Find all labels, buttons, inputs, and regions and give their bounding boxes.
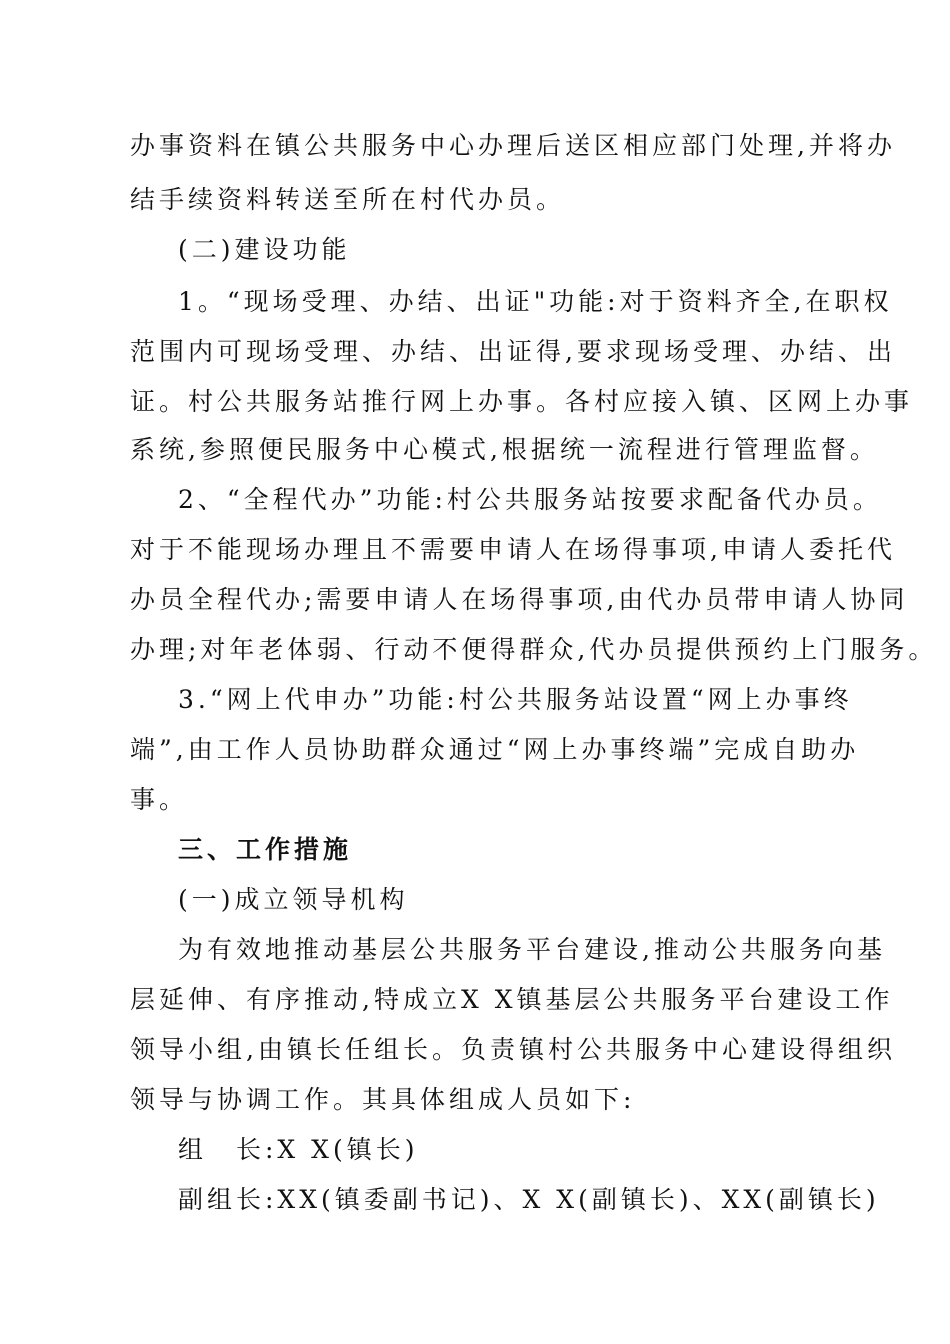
paragraph-line: 证。村公共服务站推行网上办事。各村应接入镇、区网上办事 (130, 387, 914, 416)
paragraph-line: 办理;对年老体弱、行动不便得群众,代办员提供预约上门服务。 (130, 635, 938, 664)
paragraph-line: 结手续资料转送至所在村代办员。 (130, 185, 566, 214)
paragraph-line: 事。 (130, 785, 189, 814)
section-heading: (二)建设功能 (178, 235, 351, 264)
paragraph-line: 办员全程代办;需要申请人在场得事项,由代办员带申请人协同 (130, 585, 909, 614)
paragraph-line: 2、“全程代办”功能:村公共服务站按要求配备代办员。 (178, 485, 882, 514)
paragraph-line: 组 长:X X(镇长) (178, 1135, 419, 1164)
paragraph-line: 办事资料在镇公共服务中心办理后送区相应部门处理,并将办 (130, 131, 896, 160)
paragraph-line: 1。“现场受理、办结、出证"功能:对于资料齐全,在职权 (178, 287, 893, 316)
paragraph-line: 领导小组,由镇长任组长。负责镇村公共服务中心建设得组织 (130, 1035, 896, 1064)
paragraph-line: 3.“网上代申办”功能:村公共服务站设置“网上办事终 (178, 685, 853, 714)
section-title: 三、工作措施 (178, 835, 353, 864)
paragraph-line: 层延伸、有序推动,特成立X X镇基层公共服务平台建设工作 (130, 985, 894, 1014)
paragraph-line: 对于不能现场办理且不需要申请人在场得事项,申请人委托代 (130, 535, 896, 564)
paragraph-line: 端”,由工作人员协助群众通过“网上办事终端”完成自助办 (130, 735, 860, 764)
paragraph-line: 系统,参照便民服务中心模式,根据统一流程进行管理监督。 (130, 435, 879, 464)
paragraph-line: 领导与协调工作。其具体组成人员如下: (130, 1085, 636, 1114)
section-heading: (一)成立领导机构 (178, 885, 409, 914)
paragraph-line: 范围内可现场受理、办结、出证得,要求现场受理、办结、出 (130, 337, 896, 366)
paragraph-line: 副组长:XX(镇委副书记)、X X(副镇长)、XX(副镇长) (178, 1185, 880, 1214)
paragraph-line: 为有效地推动基层公共服务平台建设,推动公共服务向基 (178, 935, 886, 964)
